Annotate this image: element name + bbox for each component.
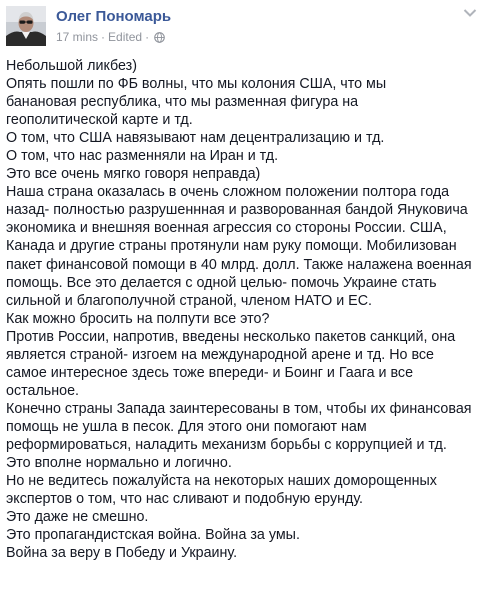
post-text-line: геополитической карте и тд. [6, 112, 193, 129]
post-meta [56, 29, 165, 45]
post-text-line: сильной и благополучной страной, членом НАТО и ЕС. [6, 292, 372, 309]
post-text-line: Но не ведитесь пожалуйста на некоторых наших доморощенных [6, 473, 437, 490]
post-text-line: Канада и другие страны протянули нам руку помощи. Мобилизован [6, 238, 457, 255]
globe-icon[interactable] [154, 32, 165, 43]
post-text-line: экспертов о том, что нас сливают и подобную ерунду. [6, 491, 364, 508]
post-text-line: экономика и внешняя военная агрессия со стороны России. США, [6, 220, 447, 237]
avatar[interactable] [6, 6, 46, 46]
post-text-line: реформироваться, наладить механизм борьбы с коррупцией и тд. [6, 436, 447, 453]
post-text-line: Небольшой ликбез) [6, 58, 137, 74]
post-timestamp[interactable]: 17 mins [56, 30, 99, 44]
meta-separator-2: · [145, 30, 150, 44]
post-text-line: О том, что нас разменняли на Иран и тд. [6, 148, 279, 165]
post-text-line: банановая республика, что мы разменная фигура на [6, 94, 359, 111]
chevron-down-icon[interactable] [463, 8, 477, 18]
post-text-line: Как можно бросить на полпути все это? [6, 310, 270, 327]
post-text-line: Это вполне нормально и логично. [6, 455, 232, 472]
meta-separator: · [101, 30, 106, 44]
post-text-line: помощь не ушла в песок. Для этого они помогают нам [6, 418, 367, 435]
post-text-line: Это все очень мягко говоря неправда) [6, 166, 261, 183]
post-text-line: Наша страна оказалась в очень сложном положении полтора года [6, 184, 450, 201]
post-text-line: Это пропагандистская война. Война за умы. [6, 527, 300, 544]
avatar-photo [6, 6, 46, 46]
author-name[interactable]: Олег Пономарь [56, 8, 172, 25]
post-text-line: Против России, напротив, введены несколько пакетов санкций, она [6, 328, 456, 345]
post-text-line: Опять пошли по ФБ волны, что мы колония США, что мы [6, 76, 387, 93]
post-text-line: Конечно страны Запада заинтересованы в том, чтобы их финансовая [6, 400, 472, 417]
post-text-line: Это даже не смешно. [6, 509, 149, 526]
post-text-line: остальное. [6, 382, 79, 399]
post-text-line: самое интересное здесь тоже впереди- и Боинг и Гаага и все [6, 364, 414, 381]
post-text-line: пакет финансовой помощи в 40 млрд. долл. Также налажена военная [6, 256, 472, 273]
edited-label[interactable]: Edited [108, 30, 143, 44]
post-text-line: назад- полностью разрушеннная и разворованная бандой Януковича [6, 202, 468, 219]
post-body [6, 57, 482, 562]
post-text-line: О том, что США навязывают нам децентрализацию и тд. [6, 130, 385, 147]
post-text-line: Война за веру в Победу и Украину. [6, 545, 238, 562]
post-text-line: является страной- изгоем на международной арене и тд. Но все [6, 346, 434, 363]
post-text-line: помощь. Все это делается с одной целью- помочь Украине стать [6, 274, 437, 291]
